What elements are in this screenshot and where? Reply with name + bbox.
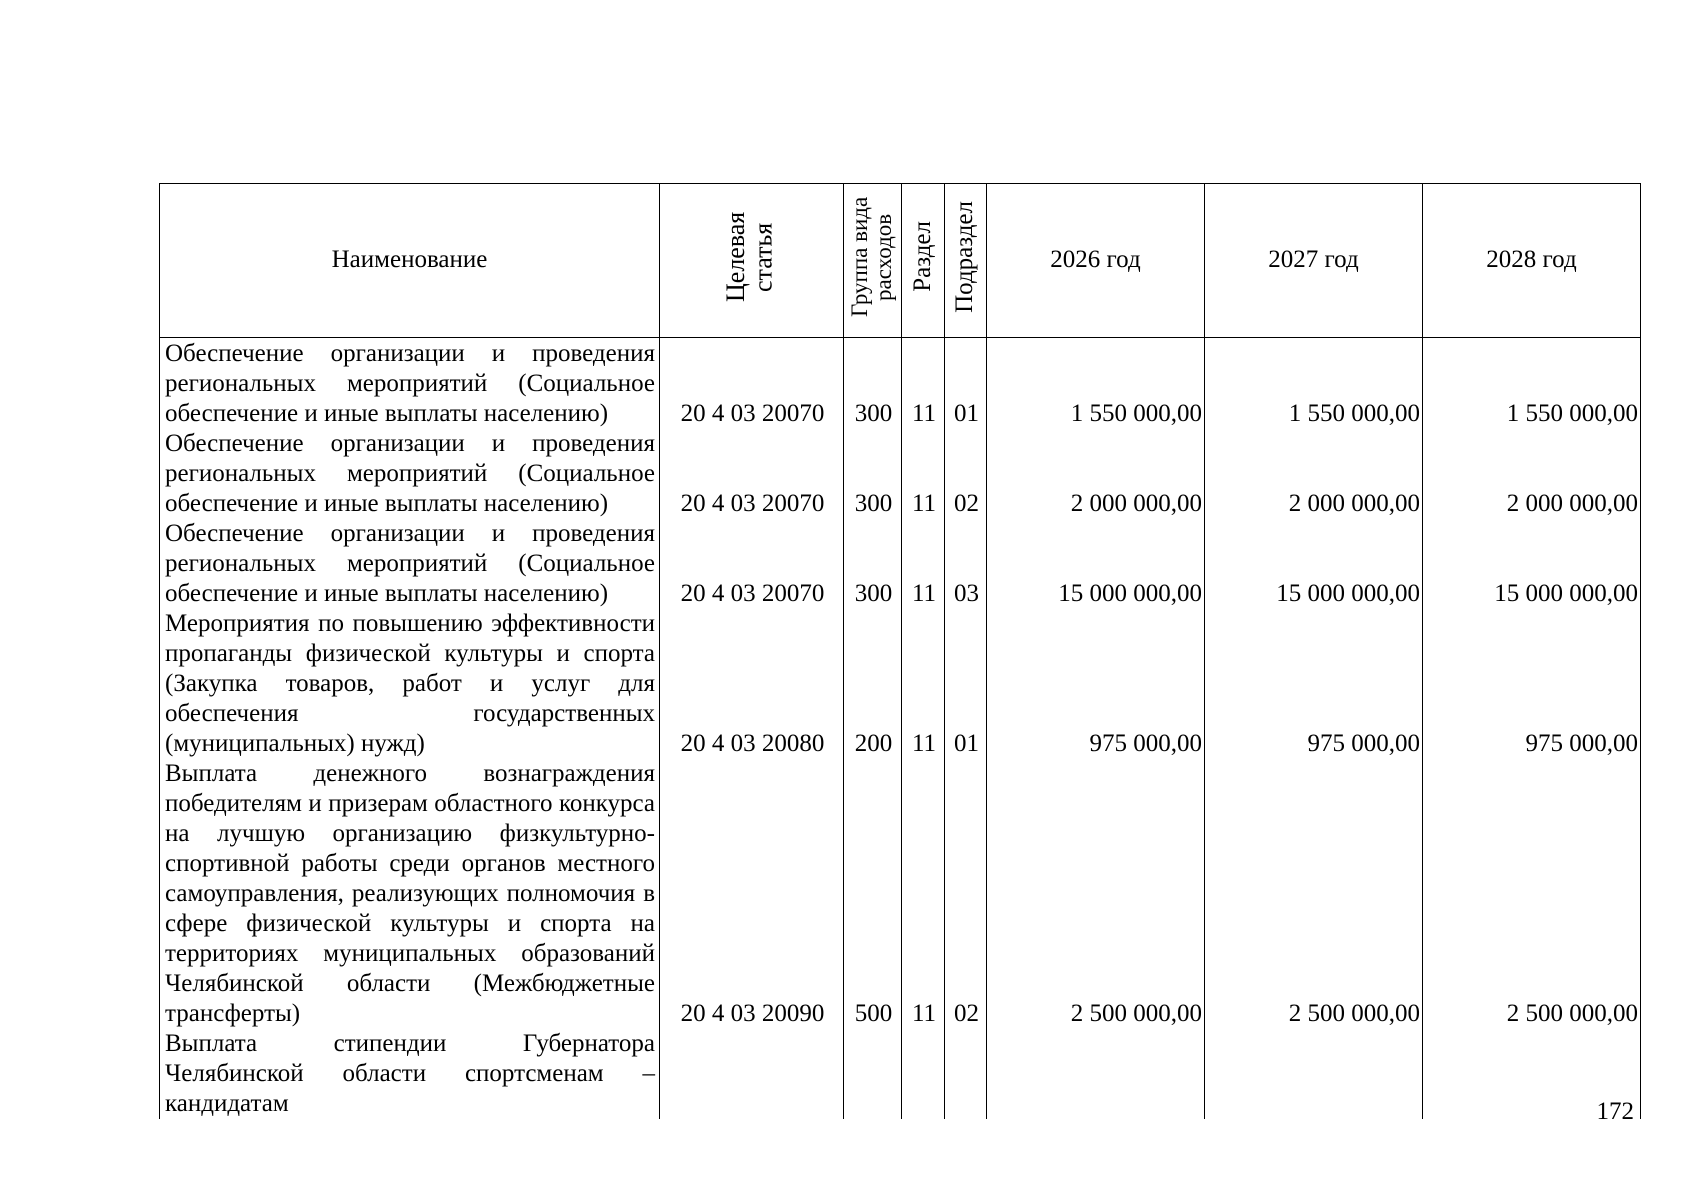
- row-2026: 2 500 000,00: [987, 759, 1205, 1029]
- row-name: Обеспечение организации и проведения региональных мероприятий (Социальное обеспечение и иные выплаты населению): [160, 337, 660, 429]
- table-row: [160, 519, 1641, 609]
- header-subsection: Подраздел: [945, 184, 987, 338]
- header-2026: 2026 год: [987, 184, 1205, 338]
- table-row: [160, 609, 1641, 759]
- row-section: 11: [902, 519, 945, 609]
- header-row: [160, 184, 1641, 338]
- row-subsection: 02: [945, 759, 987, 1029]
- row-target-article: 20 4 03 20070: [660, 429, 844, 519]
- row-expense-group: 300: [844, 519, 902, 609]
- row-expense-group: 500: [844, 759, 902, 1029]
- row-2028: 2 000 000,00: [1423, 429, 1641, 519]
- table-row: [160, 759, 1641, 1029]
- row-2027: 2 500 000,00: [1205, 759, 1423, 1029]
- row-section: 11: [902, 759, 945, 1029]
- row-section: [902, 1029, 945, 1119]
- row-name: Мероприятия по повышению эффективности пропаганды физической культуры и спорта (Закупка товаров, работ и услуг для обеспечения государственных (муниципальных) нужд): [160, 609, 660, 759]
- row-section: 11: [902, 609, 945, 759]
- row-name: Выплата стипендии Губернатора Челябинской области спортсменам – кандидатам: [160, 1029, 660, 1119]
- row-name: Обеспечение организации и проведения региональных мероприятий (Социальное обеспечение и иные выплаты населению): [160, 429, 660, 519]
- row-2028: 975 000,00: [1423, 609, 1641, 759]
- header-2028: 2028 год: [1423, 184, 1641, 338]
- row-target-article: [660, 1029, 844, 1119]
- row-2027: 975 000,00: [1205, 609, 1423, 759]
- row-2026: 1 550 000,00: [987, 337, 1205, 429]
- row-target-article: 20 4 03 20090: [660, 759, 844, 1029]
- row-2027: [1205, 1029, 1423, 1119]
- header-name: Наименование: [160, 184, 660, 338]
- row-2026: 15 000 000,00: [987, 519, 1205, 609]
- row-2028: 15 000 000,00: [1423, 519, 1641, 609]
- table-row: [160, 429, 1641, 519]
- header-target-article: Целевая статья: [660, 184, 844, 338]
- table-row: [160, 1029, 1641, 1119]
- row-expense-group: [844, 1029, 902, 1119]
- row-name: Обеспечение организации и проведения региональных мероприятий (Социальное обеспечение и иные выплаты населению): [160, 519, 660, 609]
- header-section: Раздел: [902, 184, 945, 338]
- budget-table: [159, 183, 1641, 1119]
- row-2027: 1 550 000,00: [1205, 337, 1423, 429]
- row-expense-group: 200: [844, 609, 902, 759]
- row-target-article: 20 4 03 20070: [660, 519, 844, 609]
- row-target-article: 20 4 03 20070: [660, 337, 844, 429]
- row-name: Выплата денежного вознаграждения победителям и призерам областного конкурса на лучшую организацию физкультурно-спортивной работы среди органов местного самоуправления, реализующих полномочия в сфере физической культуры и спорта на территориях муниципальных образований Челябинской области (Межбюджетные трансферты): [160, 759, 660, 1029]
- row-2027: 2 000 000,00: [1205, 429, 1423, 519]
- row-expense-group: 300: [844, 429, 902, 519]
- row-subsection: [945, 1029, 987, 1119]
- row-section: 11: [902, 429, 945, 519]
- row-2026: 975 000,00: [987, 609, 1205, 759]
- row-subsection: 02: [945, 429, 987, 519]
- row-section: 11: [902, 337, 945, 429]
- row-subsection: 03: [945, 519, 987, 609]
- row-2027: 15 000 000,00: [1205, 519, 1423, 609]
- row-2026: 2 000 000,00: [987, 429, 1205, 519]
- row-expense-group: 300: [844, 337, 902, 429]
- page-number: 172: [1596, 1098, 1634, 1125]
- row-2026: [987, 1029, 1205, 1119]
- row-subsection: 01: [945, 609, 987, 759]
- row-2028: 1 550 000,00: [1423, 337, 1641, 429]
- row-subsection: 01: [945, 337, 987, 429]
- row-2028: 2 500 000,00: [1423, 759, 1641, 1029]
- table-row: [160, 337, 1641, 429]
- row-target-article: 20 4 03 20080: [660, 609, 844, 759]
- header-2027: 2027 год: [1205, 184, 1423, 338]
- header-expense-group: Группа вида расходов: [844, 184, 902, 338]
